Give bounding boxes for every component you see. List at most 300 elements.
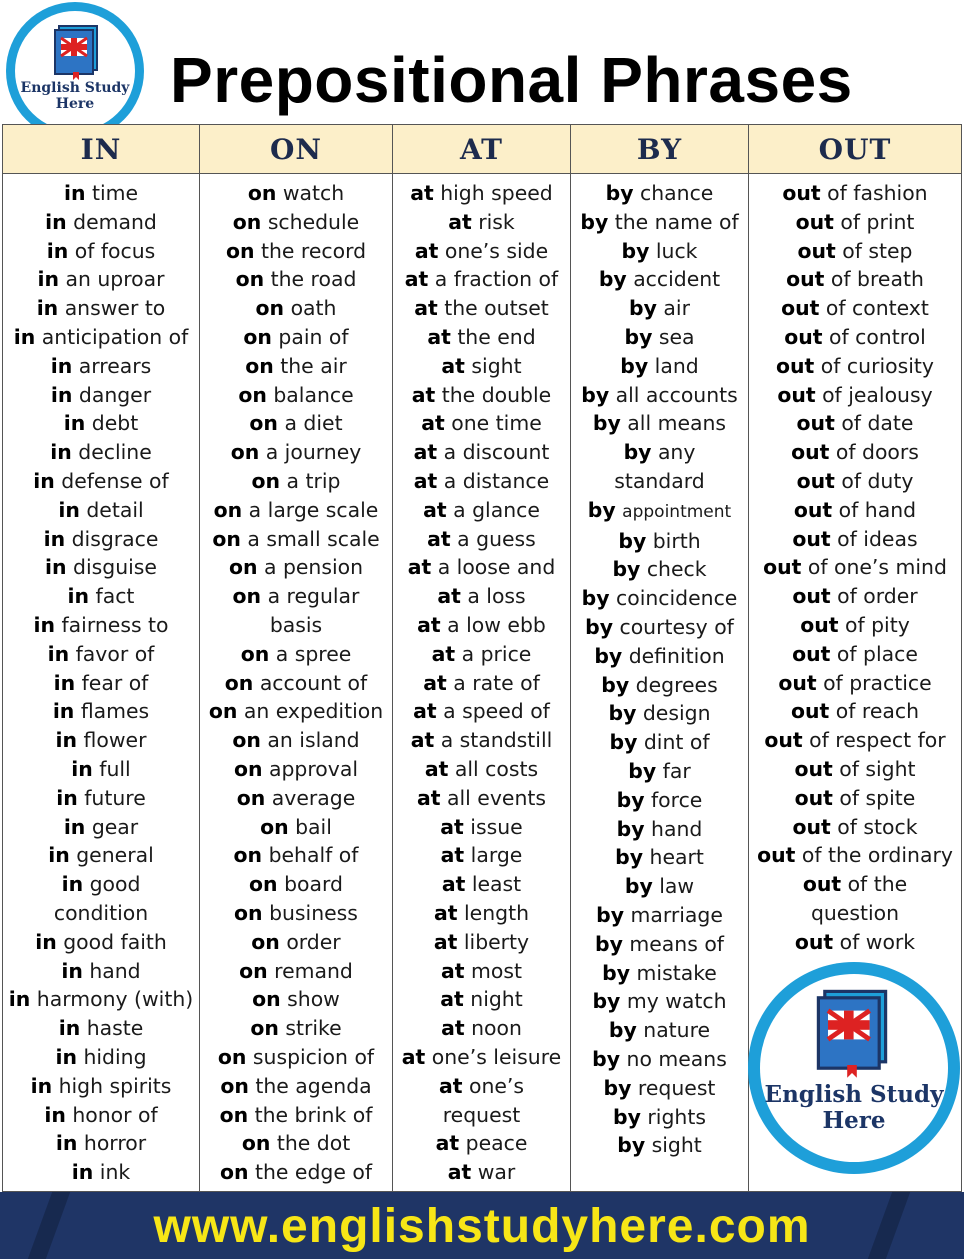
phrase-rest: of one’s mind	[807, 555, 947, 580]
preposition: on	[235, 267, 265, 292]
preposition: by	[601, 672, 630, 697]
phrase-item	[749, 237, 961, 266]
phrase-item	[200, 899, 392, 928]
phrase-item	[749, 582, 961, 611]
logo-text-line2: Here	[55, 96, 95, 113]
phrase-item	[393, 669, 570, 698]
preposition: at	[410, 728, 435, 753]
website-url[interactable]: www.englishstudyhere.com	[153, 1200, 811, 1253]
preposition: at	[431, 641, 456, 666]
phrase-rest: the road	[270, 267, 357, 292]
phrase-rest: no means	[626, 1046, 727, 1071]
column-at	[393, 125, 571, 1191]
preposition: by	[608, 1018, 637, 1043]
preposition: by	[595, 931, 623, 956]
phrase-item	[3, 179, 199, 208]
preposition: at	[421, 411, 445, 436]
phrase-item	[200, 755, 392, 784]
preposition: by	[609, 730, 638, 755]
phrase-item	[3, 784, 199, 813]
preposition: at	[401, 1044, 426, 1069]
preposition: at	[433, 929, 458, 954]
preposition: out	[793, 497, 833, 522]
logo-text-line1: English Study	[20, 80, 130, 96]
phrase-rest: courtesy of	[619, 614, 734, 639]
preposition: by	[592, 989, 621, 1014]
phrase-rest: of fashion	[827, 181, 928, 205]
phrase-item	[200, 784, 392, 813]
preposition: in	[55, 1044, 77, 1069]
phrase-rest: danger	[78, 382, 152, 407]
preposition: in	[45, 555, 67, 580]
logo-text-line1: English Study	[764, 1081, 944, 1108]
phrase-item	[571, 467, 748, 496]
phrase-rest: business	[269, 900, 358, 925]
phrase-rest: the air	[280, 353, 347, 378]
phrase-item	[200, 1014, 392, 1043]
phrase-item	[393, 928, 570, 957]
phrase-item	[571, 179, 748, 208]
preposition: out	[794, 785, 833, 810]
preposition: out	[778, 670, 817, 695]
phrase-item	[200, 409, 392, 438]
phrase-item	[571, 699, 748, 728]
phrase-rest: definition	[628, 643, 725, 668]
phrase-item	[200, 208, 392, 237]
column-header-at: AT	[393, 125, 570, 174]
phrase-rest: any	[657, 440, 696, 465]
phrase-item	[3, 1101, 199, 1130]
preposition: at	[440, 987, 464, 1012]
phrase-item	[393, 381, 570, 410]
phrase-rest: of the ordinary	[801, 843, 953, 868]
phrase-rest: remand	[274, 958, 353, 983]
phrase-item	[3, 381, 199, 410]
phrase-item	[3, 294, 199, 323]
preposition: in	[58, 1016, 81, 1041]
phrase-rest: appointment	[622, 501, 732, 522]
phrase-rest: standard	[614, 468, 705, 493]
preposition: in	[36, 296, 59, 321]
phrase-item	[200, 352, 392, 381]
phrase-rest: an uproar	[65, 267, 165, 292]
phrase-rest: a glance	[453, 497, 540, 522]
phrase-rest: a fraction of	[434, 267, 559, 292]
phrase-rest: of doors	[835, 440, 919, 465]
column-header-out: OUT	[749, 125, 961, 174]
preposition: in	[71, 1160, 94, 1185]
phrase-rest: means of	[629, 931, 724, 956]
phrase-item	[200, 669, 392, 698]
phrase-rest: suspicion of	[252, 1044, 375, 1069]
phrase-item	[571, 1045, 748, 1074]
preposition: by	[602, 960, 631, 985]
preposition: at	[448, 209, 472, 234]
phrase-rest: a regular	[267, 584, 360, 609]
preposition: out	[800, 612, 839, 637]
preposition: by	[621, 238, 650, 263]
preposition: in	[33, 468, 55, 493]
phrase-item	[200, 381, 392, 410]
phrase-item	[749, 928, 961, 957]
phrase-rest: disguise	[73, 555, 157, 580]
phrase-item	[749, 870, 961, 899]
preposition: at	[441, 1016, 465, 1041]
preposition: in	[30, 1073, 53, 1098]
phrase-item	[393, 582, 570, 611]
phrase-item	[393, 179, 570, 208]
phrase-item	[3, 985, 199, 1014]
phrase-rest: of ideas	[837, 526, 918, 551]
phrase-item	[200, 611, 392, 640]
phrase-rest: of sight	[839, 756, 916, 781]
preposition: on	[212, 526, 241, 551]
phrase-rest: a rate of	[453, 670, 540, 695]
phrase-rest: of breath	[830, 267, 924, 292]
phrase-rest: one’s	[468, 1073, 525, 1098]
phrase-rest: the end	[457, 324, 536, 349]
phrase-item	[749, 784, 961, 813]
preposition: by	[615, 845, 644, 870]
preposition: by	[596, 902, 624, 927]
phrase-item	[200, 697, 392, 726]
column-items	[749, 174, 961, 957]
preposition: by	[581, 382, 610, 407]
phrase-rest: of date	[841, 411, 914, 436]
preposition: on	[251, 929, 280, 954]
phrase-item	[393, 870, 570, 899]
phrase-rest: good faith	[63, 929, 167, 954]
preposition: on	[220, 1073, 249, 1098]
preposition: in	[44, 1102, 66, 1127]
phrase-rest: disgrace	[71, 526, 159, 551]
phrase-rest: liberty	[463, 929, 530, 954]
preposition: out	[763, 555, 802, 580]
phrase-rest: of place	[836, 641, 918, 666]
preposition: at	[410, 181, 434, 205]
phrase-item	[749, 697, 961, 726]
preposition: at	[427, 526, 451, 551]
phrase-rest: anticipation of	[41, 324, 189, 349]
preposition: by	[616, 816, 645, 841]
phrase-item	[571, 815, 748, 844]
book-with-uk-flag-icon	[812, 988, 892, 1078]
logo-bottom-right	[748, 962, 960, 1174]
preposition: on	[232, 728, 261, 753]
preposition: out	[790, 699, 830, 724]
preposition: by	[616, 787, 645, 812]
preposition: at	[413, 468, 438, 493]
phrase-item	[3, 208, 199, 237]
preposition: by	[624, 324, 653, 349]
phrase-item	[749, 409, 961, 438]
preposition: in	[46, 238, 69, 263]
phrase-rest: nature	[643, 1018, 711, 1043]
phrase-item	[393, 841, 570, 870]
phrase-rest: the outset	[444, 296, 549, 321]
phrase-item	[749, 265, 961, 294]
phrase-item	[571, 1131, 748, 1160]
preposition: on	[219, 1160, 249, 1185]
phrase-item	[393, 265, 570, 294]
phrase-rest: all accounts	[615, 382, 738, 407]
phrase-rest: degrees	[635, 672, 718, 697]
preposition: on	[208, 699, 238, 724]
phrase-rest: schedule	[267, 209, 360, 234]
preposition: in	[48, 843, 70, 868]
footer-banner	[0, 1192, 964, 1259]
logo-top-left	[6, 2, 144, 140]
phrase-rest: time	[91, 181, 139, 205]
phrase-rest: demand	[73, 209, 157, 234]
phrase-item	[200, 1101, 392, 1130]
phrase-rest: request	[637, 1075, 716, 1100]
phrase-rest: the edge of	[254, 1160, 373, 1185]
phrase-rest: flames	[80, 699, 150, 724]
phrase-rest: balance	[273, 382, 354, 407]
phrase-rest: board	[284, 872, 343, 897]
phrase-item	[749, 438, 961, 467]
book-with-uk-flag-icon	[51, 24, 101, 80]
preposition: at	[440, 814, 464, 839]
phrase-rest: luck	[655, 238, 698, 263]
phrase-item	[393, 1101, 570, 1130]
phrase-item	[3, 582, 199, 611]
phrase-rest: oath	[290, 296, 337, 321]
phrase-item	[200, 294, 392, 323]
phrase-rest: high speed	[440, 181, 553, 205]
phrase-item	[749, 669, 961, 698]
phrase-rest: large	[470, 843, 523, 868]
column-items	[571, 174, 748, 1160]
phrase-item	[393, 1072, 570, 1101]
phrase-item	[393, 1043, 570, 1072]
phrase-rest: a spree	[275, 641, 352, 666]
phrase-item	[393, 640, 570, 669]
phrase-item	[571, 959, 748, 988]
phrase-rest: request	[442, 1102, 521, 1127]
preposition: on	[239, 958, 268, 983]
phrase-item	[393, 553, 570, 582]
preposition: in	[67, 584, 90, 609]
column-items	[393, 174, 570, 1187]
phrase-rest: order	[286, 929, 341, 954]
phrase-item	[571, 642, 748, 671]
preposition: by	[608, 701, 637, 726]
preposition: at	[440, 843, 465, 868]
phrase-rest: honor of	[72, 1102, 158, 1127]
phrase-item	[3, 409, 199, 438]
preposition: at	[441, 353, 465, 378]
phrase-item	[571, 527, 748, 556]
phrase-item	[393, 323, 570, 352]
preposition: in	[50, 440, 72, 465]
phrase-rest: hiding	[83, 1044, 147, 1069]
phrase-rest: of jealousy	[822, 382, 933, 407]
column-on	[200, 125, 393, 1191]
preposition: on	[233, 756, 263, 781]
preposition: on	[240, 641, 270, 666]
phrase-item	[393, 697, 570, 726]
phrase-item	[571, 786, 748, 815]
phrase-rest: heart	[649, 845, 704, 870]
page-title: Prepositional Phrases	[170, 44, 853, 116]
phrase-item	[393, 208, 570, 237]
preposition: on	[224, 670, 254, 695]
phrase-item	[200, 467, 392, 496]
logo-text-line2: Here	[822, 1107, 886, 1135]
phrase-rest: fairness to	[61, 612, 169, 637]
preposition: on	[234, 900, 263, 925]
phrase-item	[3, 1072, 199, 1101]
preposition: out	[792, 526, 831, 551]
phrase-item	[393, 985, 570, 1014]
preposition: out	[782, 181, 821, 205]
phrase-item	[749, 899, 961, 928]
phrase-rest: night	[470, 987, 523, 1012]
preposition: at	[427, 324, 451, 349]
preposition: out	[776, 353, 815, 378]
phrase-rest: birth	[652, 528, 701, 553]
preposition: in	[63, 814, 86, 839]
phrase-item	[393, 409, 570, 438]
phrase-rest: of practice	[823, 670, 932, 695]
preposition: in	[63, 411, 86, 436]
phrase-item	[200, 640, 392, 669]
phrase-item	[200, 957, 392, 986]
phrase-item	[200, 525, 392, 554]
phrase-item	[3, 237, 199, 266]
phrase-item	[571, 872, 748, 901]
preposition: out	[777, 382, 816, 407]
preposition: out	[781, 296, 820, 321]
phrase-item	[3, 1158, 199, 1187]
preposition: in	[63, 181, 86, 205]
phrase-item	[3, 265, 199, 294]
phrase-rest: the record	[260, 238, 367, 263]
phrase-rest: basis	[269, 612, 323, 637]
preposition: out	[796, 411, 835, 436]
preposition: in	[45, 209, 67, 234]
phrase-item	[393, 957, 570, 986]
phrase-rest: the name of	[614, 209, 739, 234]
preposition: at	[407, 555, 432, 580]
preposition: in	[8, 987, 31, 1012]
preposition: at	[414, 296, 438, 321]
phrase-rest: a discount	[443, 440, 550, 465]
preposition: at	[447, 1160, 472, 1185]
preposition: on	[249, 872, 278, 897]
phrase-item	[571, 1016, 748, 1045]
phrase-rest: of the	[847, 872, 908, 897]
phrase-item	[393, 438, 570, 467]
phrase-item	[200, 265, 392, 294]
phrase-rest: a small scale	[247, 526, 380, 551]
phrase-rest: least	[471, 872, 522, 897]
phrase-rest: most	[471, 958, 522, 983]
preposition: by	[620, 353, 649, 378]
phrase-rest: fear of	[81, 670, 149, 695]
phrase-item	[571, 409, 748, 438]
phrase-item	[393, 525, 570, 554]
phrase-rest: sea	[658, 324, 695, 349]
phrase-rest: a price	[461, 641, 532, 666]
column-header-by: BY	[571, 125, 748, 174]
phrase-rest: of order	[837, 584, 918, 609]
phrase-item	[571, 843, 748, 872]
phrase-item	[3, 1014, 199, 1043]
column-header-in: IN	[3, 125, 199, 174]
phrase-item	[571, 438, 748, 467]
phrase-item	[3, 870, 199, 899]
phrase-item	[200, 813, 392, 842]
preposition: on	[233, 843, 263, 868]
phrase-item	[749, 611, 961, 640]
phrase-rest: the brink of	[254, 1102, 373, 1127]
phrase-item	[3, 1043, 199, 1072]
phrase-item	[3, 726, 199, 755]
phrase-rest: arrears	[78, 353, 152, 378]
phrase-rest: noon	[471, 1016, 522, 1041]
phrase-item	[393, 784, 570, 813]
phrase-item	[200, 582, 392, 611]
preposition: at	[404, 267, 429, 292]
phrase-item	[749, 208, 961, 237]
phrase-rest: of step	[842, 238, 913, 263]
preposition: at	[413, 440, 438, 465]
phrase-item	[200, 438, 392, 467]
preposition: on	[217, 1044, 247, 1069]
phrase-rest: an island	[267, 728, 360, 753]
phrase-item	[3, 553, 199, 582]
phrase-item	[200, 841, 392, 870]
phrase-item	[200, 928, 392, 957]
phrase-rest: horror	[83, 1131, 147, 1156]
phrase-rest: a low ebb	[447, 612, 546, 637]
phrase-item	[393, 755, 570, 784]
phrase-rest: one’s side	[444, 238, 549, 263]
phrase-rest: of duty	[841, 468, 914, 493]
phrase-rest: of stock	[837, 814, 918, 839]
preposition: out	[792, 641, 831, 666]
preposition: in	[53, 670, 76, 695]
phrase-item	[393, 496, 570, 525]
phrase-item	[393, 726, 570, 755]
preposition: on	[251, 468, 281, 493]
phrase-item	[571, 584, 748, 613]
preposition: at	[411, 382, 436, 407]
preposition: in	[61, 958, 83, 983]
phrase-rest: answer to	[64, 296, 166, 321]
phrase-item	[393, 611, 570, 640]
preposition: by	[623, 440, 652, 465]
preposition: out	[795, 209, 834, 234]
phrase-item	[571, 930, 748, 959]
preposition: in	[56, 785, 78, 810]
preposition: on	[232, 209, 262, 234]
column-in	[3, 125, 200, 1191]
phrase-item	[3, 1129, 199, 1158]
phrase-item	[200, 726, 392, 755]
phrase-item	[393, 813, 570, 842]
phrase-rest: approval	[268, 756, 359, 781]
phrase-rest: gear	[91, 814, 139, 839]
phrase-rest: the double	[441, 382, 552, 407]
phrase-item	[571, 901, 748, 930]
preposition: by	[592, 411, 621, 436]
phrase-item	[393, 1014, 570, 1043]
preposition: by	[587, 497, 616, 522]
